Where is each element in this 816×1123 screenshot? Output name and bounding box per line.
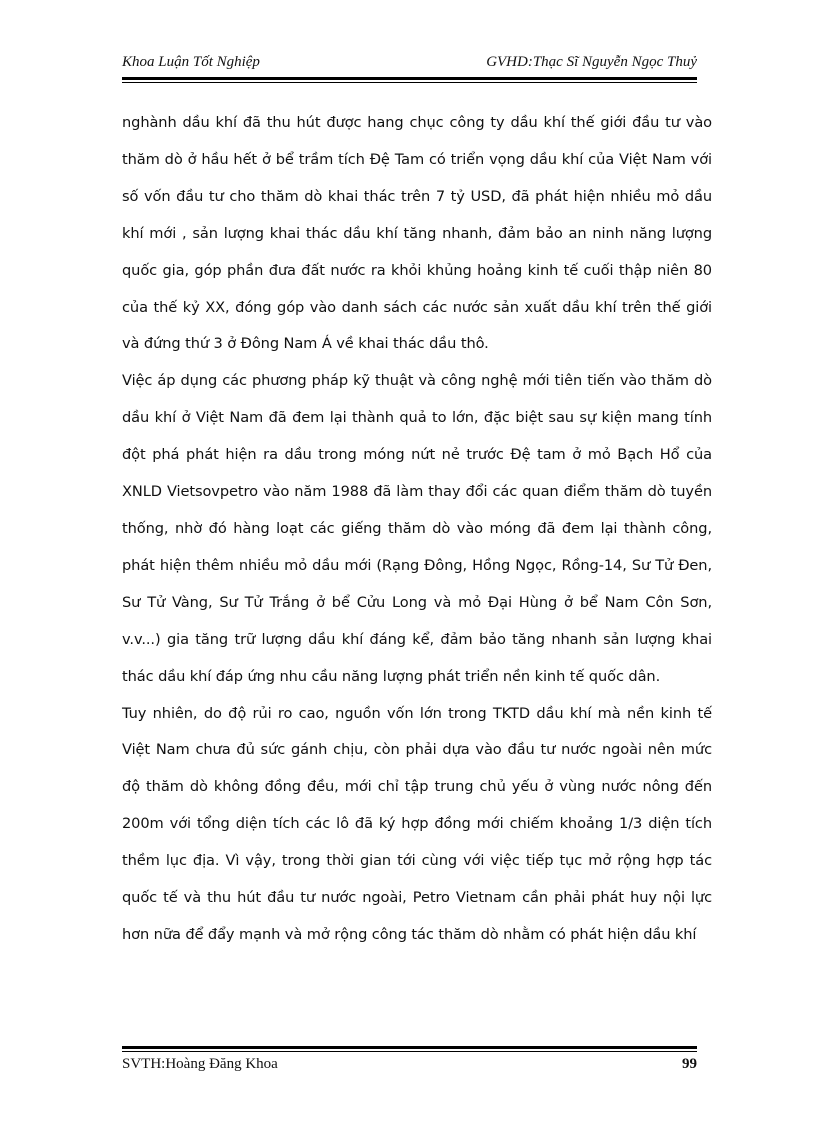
body-text bbox=[122, 105, 712, 954]
footer-student: SVTH:Hoàng Đăng Khoa bbox=[122, 1056, 278, 1072]
footer-rule-thick bbox=[122, 1046, 697, 1049]
paragraph-1: nghành dầu khí đã thu hút được hang chục công ty dầu khí thế giới đầu tư vào thăm dò ở hầu hết ở bể trầm tích Đệ Tam có triển vọng dầu khí của Việt Nam với số vốn đầu tư cho thăm dò khai thác trên 7 tỷ USD, đã phát hiện nhiều mỏ dầu khí mới , sản lượng khai thác dầu khí tăng nhanh, đảm bảo an ninh năng lượng quốc gia, góp phần đưa đất nước ra khỏi khủng hoảng kinh tế cuối thập niên 80 của thế kỷ XX, đóng góp vào danh sách các nước sản xuất dầu khí trên thế giới và đứng thứ 3 ở Đông Nam Á về khai thác dầu thô. bbox=[122, 114, 712, 353]
footer-rule-thin bbox=[122, 1051, 697, 1052]
page-header bbox=[122, 52, 697, 74]
paragraph-3: Tuy nhiên, do độ rủi ro cao, nguồn vốn lớn trong TKTD dầu khí mà nền kinh tế Việt Nam chưa đủ sức gánh chịu, còn phải dựa vào đầu tư nước ngoài nên mức độ thăm dò không đồng đều, mới chỉ tập trung chủ yếu ở vùng nước nông đến 200m với tổng diện tích các lô đã ký hợp đồng mới chiếm khoảng 1/3 diện tích thềm lục địa. Vì vậy, trong thời gian tới cùng với việc tiếp tục mở rộng hợp tác quốc tế và thu hút đầu tư nước ngoài, Petro Vietnam cần phải phát huy nội lực hơn nữa để đẩy mạnh và mở rộng công tác thăm dò nhằm có phát hiện dầu khí bbox=[122, 704, 712, 943]
header-thesis-title: Khoa Luận Tốt Nghiệp bbox=[122, 54, 260, 70]
paragraph-2: Việc áp dụng các phương pháp kỹ thuật và công nghệ mới tiên tiến vào thăm dò dầu khí ở Việt Nam đã đem lại thành quả to lớn, đặc biệt sau sự kiện mang tính đột phá phát hiện ra dầu trong móng nứt nẻ trước Đệ tam ở mỏ Bạch Hổ của XNLD Vietsovpetro vào năm 1988 đã làm thay đổi các quan điểm thăm dò tuyền thống, nhờ đó hàng loạt các giếng thăm dò vào móng đã đem lại thành công, phát hiện thêm nhiều mỏ dầu mới (Rạng Đông, Hồng Ngọc, Rồng-14, Sư Tử Đen, Sư Tử Vàng, Sư Tử Trắng ở bể Cửu Long và mỏ Đại Hùng ở bể Nam Côn Sơn, v.v...) gia tăng trữ lượng dầu khí đáng kể, đảm bảo tăng nhanh sản lượng khai thác dầu khí đáp ứng nhu cầu năng lượng phát triển nền kinh tế quốc dân. bbox=[122, 372, 712, 685]
header-rule-thick bbox=[122, 77, 697, 80]
page-footer bbox=[122, 1056, 697, 1078]
page-number: 99 bbox=[682, 1056, 697, 1072]
header-advisor: GVHD:Thạc Sĩ Nguyễn Ngọc Thuỷ bbox=[486, 54, 697, 70]
header-rule-thin bbox=[122, 82, 697, 83]
